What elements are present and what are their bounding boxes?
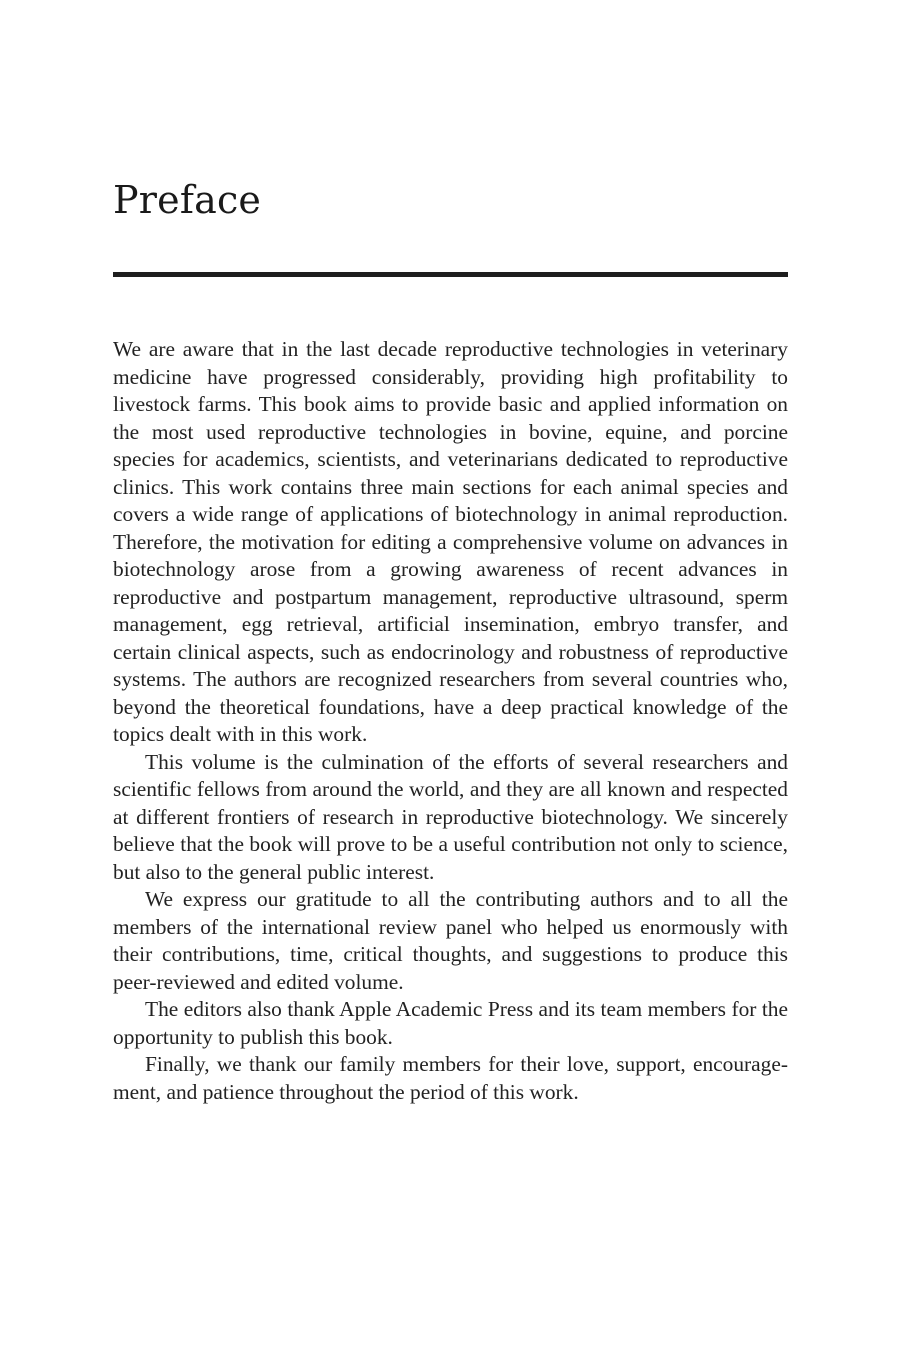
heading-rule bbox=[113, 272, 788, 277]
preface-paragraph-2: This volume is the culmination of the efforts of several researchers and scientific fellows from around the world, and they are all known and respected at different frontiers of research in reproductive biotechnology. We sincerely believe that the book will prove to be a useful contribution not only to science, but also to the general public interest. bbox=[113, 749, 788, 884]
page-title: Preface bbox=[113, 178, 262, 222]
preface-paragraph-4: The editors also thank Apple Academic Press and its team members for the opportunity to publish this book. bbox=[113, 997, 788, 1049]
preface-body bbox=[113, 336, 788, 1106]
preface-paragraph-1: We are aware that in the last decade reproductive technologies in veterinary medicine have progressed considerably, providing high profitability to livestock farms. This book aims to provide basic and applied information on the most used reproductive technologies in bovine, equine, and porcine species for academics, scientists, and veterinarians dedicated to reproductive clinics. This work contains three main sections for each animal species and covers a wide range of applications of biotechnology in animal reproduction. Therefore, the motivation for editing a comprehensive volume on advances in biotechnology arose from a growing awareness of recent advances in reproductive and postpartum management, reproductive ultrasound, sperm management, egg retrieval, artificial insemination, embryo transfer, and certain clinical aspects, such as endocrinology and robustness of reproductive systems. The authors are recognized researchers from several countries who, beyond the theoretical foundations, have a deep practical knowledge of the topics dealt with in this work. bbox=[113, 337, 788, 746]
preface-paragraph-3: We express our gratitude to all the contributing authors and to all the members of the international review panel who helped us enormously with their contributions, time, critical thoughts, and suggestions to produce this peer-reviewed and edited volume. bbox=[113, 887, 788, 994]
preface-paragraph-5: Finally, we thank our family members for their love, support, encouragement, and patience throughout the period of this work. bbox=[113, 1052, 788, 1104]
